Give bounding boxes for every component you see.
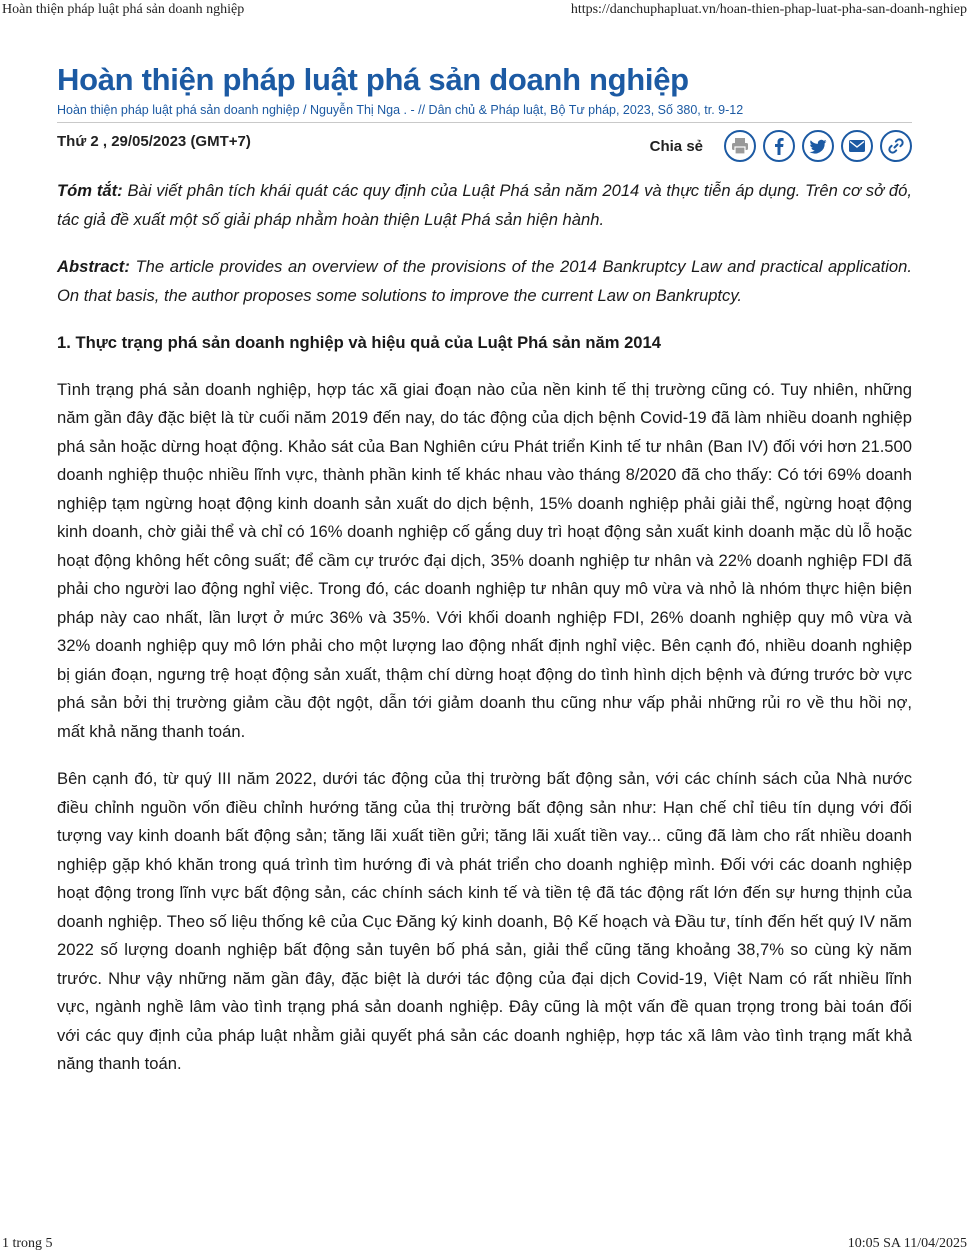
article-title: Hoàn thiện pháp luật phá sản doanh nghiệp xyxy=(57,62,689,97)
share-print-button[interactable] xyxy=(724,130,756,162)
link-icon xyxy=(886,136,906,156)
article-summary xyxy=(57,177,912,234)
print-footer xyxy=(0,1234,969,1252)
article-citation[interactable]: Hoàn thiện pháp luật phá sản doanh nghiệp / Nguyễn Thị Nga . - // Dân chủ & Pháp luật, Bộ Tư pháp, 2023, Số 380, tr. 9-12 xyxy=(57,103,744,117)
print-header-url: https://danchuphapluat.vn/hoan-thien-phap-luat-pha-san-doanh-nghiep xyxy=(570,2,967,17)
share-bar xyxy=(650,128,912,164)
print-header-title: Hoàn thiện pháp luật phá sản doanh nghiệp xyxy=(2,2,245,17)
meta-bar xyxy=(57,122,912,163)
share-link-button[interactable] xyxy=(880,130,912,162)
twitter-icon xyxy=(808,136,828,156)
share-facebook-button[interactable] xyxy=(763,130,795,162)
facebook-icon xyxy=(769,136,789,156)
summary-text: Bài viết phân tích khái quát các quy định của Luật Phá sản năm 2014 và thực tiễn áp dụng. Trên cơ sở đó, tác giả đề xuất một số giải pháp nhằm hoàn thiện Luật Phá sản hiện hành. xyxy=(57,181,912,229)
section-heading: 1. Thực trạng phá sản doanh nghiệp và hiệu quả của Luật Phá sản năm 2014 xyxy=(57,333,661,352)
summary-label: Tóm tắt: xyxy=(57,181,123,200)
print-header xyxy=(0,2,969,20)
share-twitter-button[interactable] xyxy=(802,130,834,162)
share-email-button[interactable] xyxy=(841,130,873,162)
article-abstract xyxy=(57,253,912,310)
abstract-text: The article provides an overview of the provisions of the 2014 Bankruptcy Law and practical application. On that basis, the author proposes some solutions to improve the current Law on Bankruptcy. xyxy=(57,257,912,305)
print-timestamp: 10:05 SA 11/04/2025 xyxy=(847,1236,967,1251)
share-label: Chia sẻ xyxy=(649,137,703,155)
email-icon xyxy=(847,136,867,156)
page-count: 1 trong 5 xyxy=(2,1236,53,1251)
body-paragraph-2: Bên cạnh đó, từ quý III năm 2022, dưới tác động của thị trường bất động sản, với các chính sách của Nhà nước điều chỉnh nguồn vốn điều chỉnh hướng tăng của thị trường bất động sản như: Hạn chế chỉ tiêu tín dụng với đối tượng vay kinh doanh bất động sản; tăng lãi xuất tiền gửi; tăng lãi xuất tiền vay... cũng đã làm cho rất nhiều doanh nghiệp gặp khó khăn trong quá trình tìm hướng đi và phát triển cho doanh nghiệp mình. Đối với các doanh nghiệp hoạt động trong lĩnh vực bất động sản, các chính sách kinh tế và tiền tệ đã tác động rất lớn đến sự hưng thịnh của doanh nghiệp. Theo số liệu thống kê của Cục Đăng ký kinh doanh, Bộ Kế hoạch và Đầu tư, tính đến hết quý IV năm 2022 số lượng doanh nghiệp bất động sản tuyên bố phá sản, giải thể cũng tăng khoảng 38,7% so cùng kỳ năm trước. Như vậy những năm gần đây, đặc biệt là dưới tác động của đại dịch Covid-19, Việt Nam có rất nhiều lĩnh vực, ngành nghề lâm vào tình trạng phá sản doanh nghiệp. Đây cũng là một vấn đề quan trọng trong bài toán đối với các quy định của pháp luật nhằm giải quyết phá sản các doanh nghiệp, hợp tác xã lâm vào tình trạng mất khả năng thanh toán. xyxy=(57,769,912,1073)
publish-date: Thứ 2 , 29/05/2023 (GMT+7) xyxy=(57,133,251,150)
print-icon xyxy=(730,136,750,156)
abstract-label: Abstract: xyxy=(57,257,130,276)
body-paragraph-1: Tình trạng phá sản doanh nghiệp, hợp tác xã giai đoạn nào của nền kinh tế thị trường cũng có. Tuy nhiên, những năm gần đây đặc biệt là từ cuối năm 2019 đến nay, do tác động của dịch bệnh Covid-19 đã làm nhiều doanh nghiệp phá sản hoặc dừng hoạt động. Khảo sát của Ban Nghiên cứu Phát triển Kinh tế tư nhân (Ban IV) đối với hơn 21.500 doanh nghiệp thuộc nhiều lĩnh vực, thành phần kinh tế khác nhau vào tháng 8/2020 đã cho thấy: Có tới 69% doanh nghiệp tạm ngừng hoạt động kinh doanh sản xuất do dịch bệnh, 15% doanh nghiệp phải giải thể, ngừng hoạt động kinh doanh, chờ giải thể và chỉ có 16% doanh nghiệp cố gắng duy trì hoạt động sản xuất kinh doanh mặc dù lỗ hoặc hoạt động không hết công suất; để cầm cự trước đại dịch, 35% doanh nghiệp tư nhân và 22% doanh nghiệp FDI đã phải cho người lao động nghỉ việc. Trong đó, các doanh nghiệp tư nhân quy mô vừa và nhỏ là nhóm thực hiện biện pháp này cao nhất, lần lượt ở mức 36% và 35%. Với khối doanh nghiệp FDI, 26% doanh nghiệp quy mô vừa và 32% doanh nghiệp quy mô lớn phải cho một lượng lao động nhất định nghỉ việc. Bên cạnh đó, nhiều doanh nghiệp bị gián đoạn, ngưng trệ hoạt động sản xuất, thậm chí dừng hoạt động do tình hình dịch bệnh và đứng trước bờ vực phá sản bởi thị trường giảm cầu đột ngột, dẫn tới giảm doanh thu cũng như vấp phải những rủi ro về thu hồi nợ, mất khả năng thanh toán. xyxy=(57,379,912,741)
article xyxy=(57,58,912,1079)
